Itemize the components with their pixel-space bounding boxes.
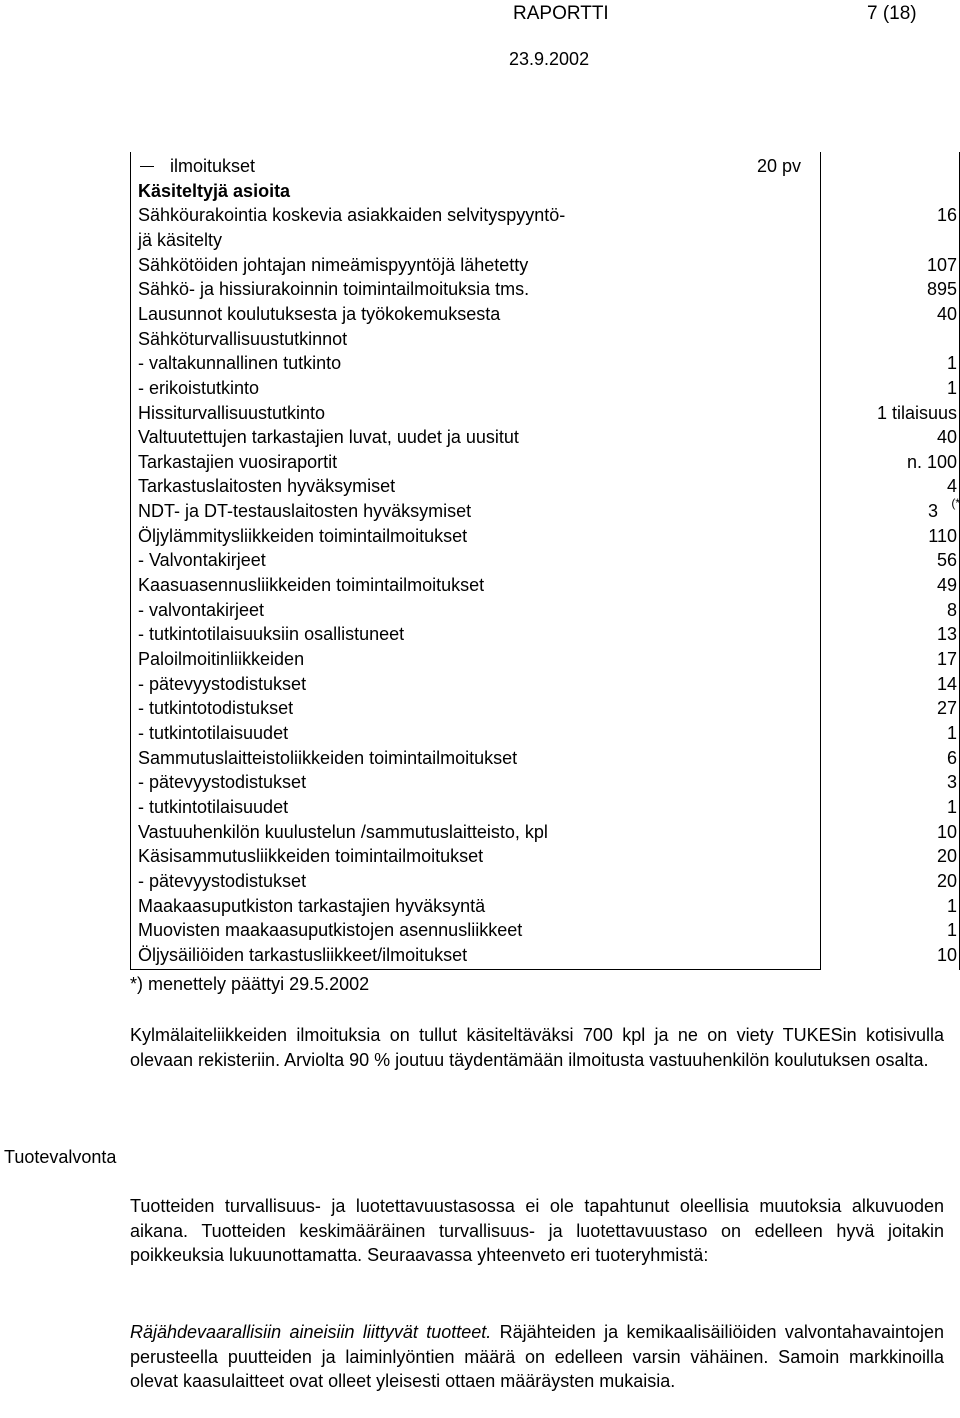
table-row <box>130 425 960 449</box>
table-row <box>130 622 960 646</box>
row-value: 56 <box>936 550 957 571</box>
row-value: 1 <box>946 895 957 916</box>
section-heading-tuotevalvonta: Tuotevalvonta <box>4 1147 117 1167</box>
row-value: 27 <box>936 698 957 719</box>
row-label: - tutkintotilaisuudet <box>138 722 289 743</box>
row-value: 1 <box>946 722 957 743</box>
page-number: 7 (18) <box>867 3 917 24</box>
row-label: Lausunnot koulutuksesta ja työkokemuksesta <box>138 303 501 324</box>
row-label: - tutkintotilaisuudet <box>138 796 289 817</box>
row-value: 13 <box>936 624 957 645</box>
table-row <box>130 327 960 351</box>
row-value: 16 <box>936 205 957 226</box>
table-row <box>130 795 960 819</box>
table-row <box>130 548 960 572</box>
row-label: Tarkastajien vuosiraportit <box>138 451 338 472</box>
table-row <box>130 302 960 326</box>
row-label: - Valvontakirjeet <box>138 550 266 571</box>
row-label: Öljylämmitysliikkeiden toimintailmoitukset <box>138 525 468 546</box>
row-label: Tarkastuslaitosten hyväksymiset <box>138 476 396 497</box>
paragraph-lead-italic: Räjähdevaarallisiin aineisiin liittyvät tuotteet. <box>130 1322 492 1342</box>
table-row <box>130 672 960 696</box>
row-label: Sähköturvallisuustutkinnot <box>138 328 348 349</box>
row-value: 895 <box>926 279 957 300</box>
table-row <box>130 721 960 745</box>
row-label: - tutkintotilaisuuksiin osallistuneet <box>138 624 405 645</box>
row-label: Käsisammutusliikkeiden toimintailmoitukset <box>138 846 484 867</box>
paragraph-body: Räjähteiden ja kemikaalisäiliöiden valvontahavaintojen perusteella puutteiden ja laiminlyöntien määrä on edelleen varsin vähäinen. Samoin markkinoilla olevat kaasulaitteet ovat olleet yleisesti ottaen määräysten mukaisia. <box>130 1322 945 1391</box>
table-row <box>130 351 960 375</box>
row-label: - pätevyystodistukset <box>138 772 307 793</box>
row-value: 10 <box>936 944 957 965</box>
table-row <box>130 696 960 720</box>
row-label: Sähköurakointia koskevia asiakkaiden selvityspyyntö- <box>138 205 566 226</box>
row-value: 1 tilaisuus <box>876 402 957 423</box>
row-label: Sammutuslaitteistoliikkeiden toimintailmoitukset <box>138 747 518 768</box>
table-border-bottom <box>130 969 820 970</box>
table-row <box>130 496 960 523</box>
table-row <box>130 154 960 178</box>
row-value: 20 <box>936 870 957 891</box>
paragraph-product-safety: Tuotteiden turvallisuus- ja luotettavuustasossa ei ole tapahtunut oleellisia muutoksia alkuvuoden aikana. Tuotteiden keskimääräinen turvallisuus- ja luotettavuustaso on edelleen hyvä joitakin poikkeuksia lukuunottamatta. Seuraavassa yhteenveto eri tuoteryhmistä: <box>130 1196 944 1265</box>
table-row <box>130 401 960 425</box>
table-row <box>130 524 960 548</box>
table-row <box>130 376 960 400</box>
row-value: 40 <box>936 427 957 448</box>
row-label: - valvontakirjeet <box>138 599 265 620</box>
table-row <box>130 228 960 252</box>
row-value: 3 <box>946 772 957 793</box>
row-label: Valtuutettujen tarkastajien luvat, uudet ja uusitut <box>138 427 519 448</box>
row-value: 40 <box>936 303 957 324</box>
row-label: Käsiteltyjä asioita <box>138 180 291 201</box>
row-label: Öljysäiliöiden tarkastusliikkeet/ilmoitukset <box>138 944 468 965</box>
row-label: - tutkintotodistukset <box>138 698 294 719</box>
row-value: 1 <box>946 920 957 941</box>
row-label: - pätevyystodistukset <box>138 870 307 891</box>
paragraph-explosives <box>130 1320 944 1394</box>
table-row <box>130 869 960 893</box>
row-label: - pätevyystodistukset <box>138 673 307 694</box>
row-label: Muovisten maakaasuputkistojen asennusliikkeet <box>138 920 523 941</box>
table-row <box>130 844 960 868</box>
row-value: 20 pv <box>757 156 802 176</box>
row-label: NDT- ja DT-testauslaitosten hyväksymiset <box>138 501 472 522</box>
report-date: 23.9.2002 <box>509 49 590 69</box>
row-value: 107 <box>926 254 957 275</box>
paragraph-refrigeration: Kylmälaiteliikkeiden ilmoituksia on tullut käsiteltäväksi 700 kpl ja ne on viety TUKESin kotisivulla olevaan rekisteriin. Arviolta 90 % joutuu täydentämään ilmoitusta vastuuhenkilön koulutuksen osalta. <box>130 1025 944 1070</box>
table-row <box>130 573 960 597</box>
row-value: 49 <box>936 575 957 596</box>
table-row <box>130 277 960 301</box>
row-label: Sähkötöiden johtajan nimeämispyyntöjä lähetetty <box>138 254 529 275</box>
table-row <box>130 253 960 277</box>
row-label: - valtakunnallinen tutkinto <box>138 353 342 374</box>
row-value: 20 <box>936 846 957 867</box>
row-value: 14 <box>936 673 957 694</box>
report-label: RAPORTTI <box>513 3 609 24</box>
row-label: - erikoistutkinto <box>138 377 260 398</box>
row-value: 6 <box>946 747 957 768</box>
row-label: ilmoitukset <box>170 156 256 176</box>
row-value: 3 <box>927 501 938 522</box>
row-label: Maakaasuputkiston tarkastajien hyväksyntä <box>138 895 486 916</box>
row-value: 17 <box>936 649 957 669</box>
row-value: 8 <box>946 599 957 620</box>
row-value: 1 <box>946 353 957 374</box>
table-row <box>130 918 960 942</box>
row-value: n. 100 <box>906 451 957 472</box>
row-value: 1 <box>946 377 957 398</box>
table-row <box>130 820 960 844</box>
row-value: 4 <box>946 476 957 497</box>
row-label: Hissiturvallisuustutkinto <box>138 402 326 423</box>
table-row <box>130 770 960 794</box>
table-row <box>130 474 960 498</box>
row-label: Sähkö- ja hissiurakoinnin toimintailmoituksia tms. <box>138 279 530 300</box>
table-row <box>130 450 960 474</box>
page-header <box>0 0 960 80</box>
table-row <box>130 943 960 967</box>
row-footnote-marker: (* <box>951 496 960 511</box>
table-row <box>130 598 960 622</box>
dash-mark-icon <box>140 166 154 167</box>
table-row <box>130 179 960 203</box>
row-value: 1 <box>946 796 957 817</box>
table-row <box>130 894 960 918</box>
table-footnote: *) menettely päättyi 29.5.2002 <box>130 974 370 994</box>
row-value: 10 <box>936 821 957 842</box>
row-label: jä käsitelty <box>138 229 223 250</box>
row-value: 110 <box>928 525 957 546</box>
table-row <box>130 647 960 671</box>
row-label: Paloilmoitinliikkeiden <box>138 649 305 669</box>
row-label: Vastuuhenkilön kuulustelun /sammutuslaitteisto, kpl <box>138 821 548 842</box>
table-row <box>130 746 960 770</box>
table-row <box>130 203 960 227</box>
row-label: Kaasuasennusliikkeiden toimintailmoitukset <box>138 575 485 596</box>
